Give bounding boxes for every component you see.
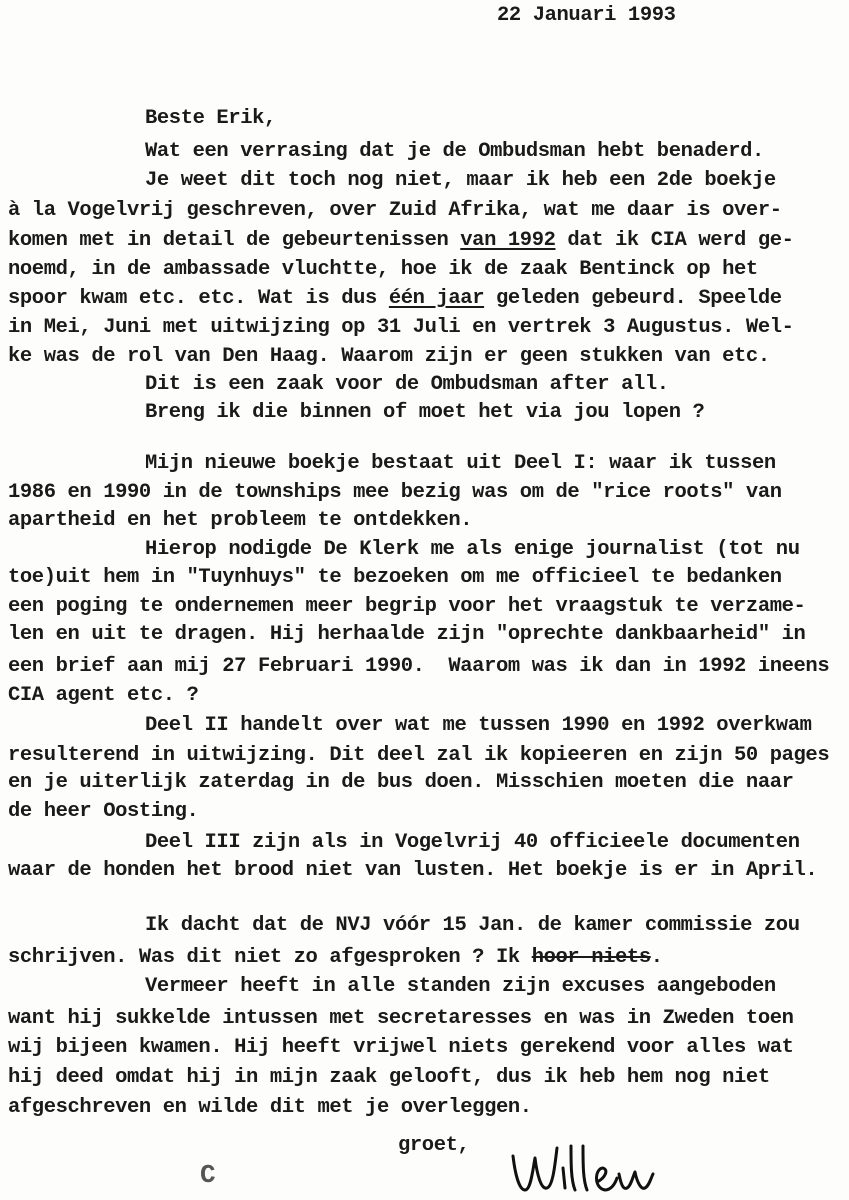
ink-smudge: C	[200, 1160, 216, 1190]
body-line: len en uit te dragen. Hij herhaalde zijn "oprechte dankbaarheid" in	[8, 623, 806, 646]
body-line: apartheid en het probleem te ontdekken.	[8, 509, 473, 532]
body-line: hij deed omdat hij in mijn zaak gelooft, dus ik heb hem nog niet	[8, 1066, 770, 1089]
body-line: resulterend in uitwijzing. Dit deel zal ik kopieeren en zijn 50 pages	[8, 744, 830, 767]
body-line: spoor kwam etc. etc. Wat is dus één jaar geleden gebeurd. Speelde	[8, 287, 782, 310]
body-line: Wat een verrasing dat je de Ombudsman hebt benaderd.	[145, 140, 764, 163]
underlined-phrase: één jaar	[388, 287, 485, 310]
handwritten-signature	[505, 1138, 695, 1198]
body-line: à la Vogelvrij geschreven, over Zuid Afrika, wat me daar is over-	[8, 199, 782, 222]
salutation: Beste Erik,	[145, 107, 276, 130]
letter-date: 22 Januari 1993	[497, 4, 676, 27]
body-line: Deel III zijn als in Vogelvrij 40 officieele documenten	[145, 831, 800, 854]
body-line: en je uiterlijk zaterdag in de bus doen. Misschien moeten die naar	[8, 771, 794, 794]
body-line: Breng ik die binnen of moet het via jou lopen ?	[145, 401, 705, 424]
body-line: want hij sukkelde intussen met secretaresses en was in Zweden toen	[8, 1007, 794, 1030]
body-line: Deel II handelt over wat me tussen 1990 en 1992 overkwam	[145, 714, 812, 737]
body-line: CIA agent etc. ?	[8, 684, 199, 707]
body-line: Je weet dit toch nog niet, maar ik heb een 2de boekje	[145, 169, 776, 192]
body-line: komen met in detail de gebeurtenissen van 1992 dat ik CIA werd ge-	[8, 229, 794, 252]
body-line: de heer Oosting.	[8, 800, 199, 823]
body-line: Vermeer heeft in alle standen zijn excuses aangeboden	[145, 975, 776, 998]
body-line: in Mei, Juni met uitwijzing op 31 Juli en vertrek 3 Augustus. Wel-	[8, 316, 794, 339]
underlined-phrase: van 1992	[460, 229, 556, 252]
body-line: een brief aan mij 27 Februari 1990. Waarom was ik dan in 1992 ineens	[8, 655, 830, 678]
body-line: schrijven. Was dit niet zo afgesproken ? Ik hoor niets.	[8, 946, 663, 969]
struck-phrase: hoor niets	[531, 946, 651, 969]
body-line: toe)uit hem in "Tuynhuys" te bezoeken om me officieel te bedanken	[8, 566, 782, 589]
body-line: wij bijeen kwamen. Hij heeft vrijwel niets gerekend voor alles wat	[8, 1036, 794, 1059]
body-line: Ik dacht dat de NVJ vóór 15 Jan. de kamer commissie zou	[145, 914, 800, 937]
body-line: Dit is een zaak voor de Ombudsman after all.	[145, 373, 669, 396]
body-line: afgeschreven en wilde dit met je overleggen.	[8, 1096, 532, 1119]
closing: groet,	[398, 1134, 470, 1157]
body-line: Mijn nieuwe boekje bestaat uit Deel I: waar ik tussen	[145, 452, 776, 475]
body-line: Hierop nodigde De Klerk me als enige journalist (tot nu	[145, 538, 800, 561]
body-line: ke was de rol van Den Haag. Waarom zijn er geen stukken van etc.	[8, 345, 770, 368]
body-line: noemd, in de ambassade vluchtte, hoe ik de zaak Bentinck op het	[8, 258, 758, 281]
body-line: een poging te ondernemen meer begrip voor het vraagstuk te verzame-	[8, 595, 806, 618]
body-line: 1986 en 1990 in de townships mee bezig was om de "rice roots" van	[8, 481, 782, 504]
body-line: waar de honden het brood niet van lusten. Het boekje is er in April.	[8, 859, 818, 882]
